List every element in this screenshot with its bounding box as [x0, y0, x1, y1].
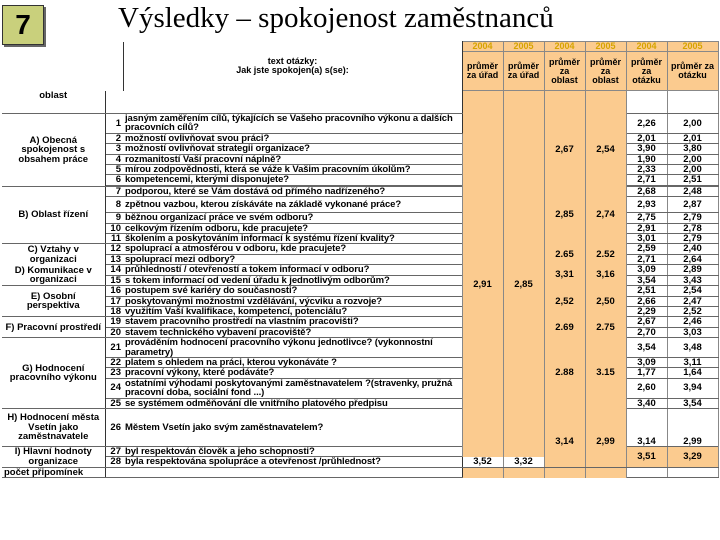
q-text: školením a poskytováním informací k systému řízení kvality? — [123, 234, 462, 244]
q-text: možností ovlivňovat strategii organizace? — [123, 144, 462, 154]
q-text: podporou, které se Vám dostává od přímého nadřízeného? — [123, 186, 462, 196]
q-2005: 2,79 — [667, 213, 718, 223]
q-2005: 2,00 — [667, 165, 718, 175]
q-2004: 2,51 — [626, 286, 667, 296]
area-a-2004: 2,67 — [544, 114, 585, 187]
q-2005: 2,01 — [667, 133, 718, 143]
q-2005: 2,64 — [667, 254, 718, 264]
q-2005: 2,51 — [667, 175, 718, 185]
table-row — [2, 186, 718, 196]
q-2004: 2,01 — [626, 133, 667, 143]
area-c: C) Vztahy v organizaci — [2, 244, 105, 265]
area-b: B) Oblast řízení — [2, 186, 105, 244]
q-text: spoluprací a atmosférou v odboru, kde pracujete? — [123, 244, 462, 254]
comments-count-label: počet připomínek — [2, 467, 105, 477]
q-text: spoluprací mezi odbory? — [123, 254, 462, 264]
q-text: platem s ohledem na práci, kterou vykonáváte ? — [123, 357, 462, 367]
col-year-0: 2004 — [462, 42, 503, 52]
q-number: 25 — [105, 398, 123, 408]
question-header: text otázky: Jak jste spokojen(a) s(se): — [123, 42, 462, 91]
q-2004: 3,01 — [626, 234, 667, 244]
col-label-5: průměr za otázku — [667, 52, 718, 91]
q-text: Městem Vsetín jako svým zaměstnavatelem? — [123, 408, 462, 446]
q-text: využitím Vaší kvalifikace, kompetencí, potenciálu? — [123, 306, 462, 316]
q-number: 15 — [105, 275, 123, 285]
col-label-0: průměr za úřad — [462, 52, 503, 91]
q-2005: 2,00 — [667, 114, 718, 134]
q-text: postupem své kariéry do současnosti? — [123, 286, 462, 296]
area-d-2005: 3,16 — [585, 265, 626, 286]
table-row — [2, 265, 718, 275]
q-number: 16 — [105, 286, 123, 296]
q-number: 11 — [105, 234, 123, 244]
q-2004: 2,93 — [626, 197, 667, 213]
q-2005: 2,89 — [667, 265, 718, 275]
q-2005: 2,87 — [667, 197, 718, 213]
area-h-2005: 2,99 — [585, 408, 626, 446]
q-text: stavem pracovního prostředí na vlastním pracovišti? — [123, 317, 462, 327]
q-text: poskytovanými možnostmi vzdělávání, výcviku a rozvoje? — [123, 296, 462, 306]
area-g-2004: 2.88 — [544, 338, 585, 409]
q-text: možností ovlivňovat svou práci? — [123, 133, 462, 143]
q-text: pracovní výkony, které podáváte? — [123, 368, 462, 378]
q-number: 4 — [105, 154, 123, 164]
table-row — [2, 286, 718, 296]
area-g-2005: 3.15 — [585, 338, 626, 409]
office-2005: 2,85 — [503, 114, 544, 457]
q-text: mírou zodpovědnosti, která se váže k Vašim pracovním úkolům? — [123, 165, 462, 175]
col-year-5: 2005 — [667, 42, 718, 52]
q-2005: 2,79 — [667, 234, 718, 244]
q-number: 21 — [105, 338, 123, 358]
q-number: 22 — [105, 357, 123, 367]
q-2004: 3,40 — [626, 398, 667, 408]
q-2005: 2,99 — [667, 408, 718, 446]
q-2005: 3,32 — [503, 457, 544, 467]
q-number: 26 — [105, 408, 123, 446]
q-2004: 2,71 — [626, 175, 667, 185]
col-label-3: průměr za oblast — [585, 52, 626, 91]
q-number: 13 — [105, 254, 123, 264]
q-number: 5 — [105, 165, 123, 175]
q-2004: 2,26 — [626, 114, 667, 134]
q-2004: 2,67 — [626, 317, 667, 327]
area-c-2004: 2.65 — [544, 244, 585, 265]
q-text: rozmanitostí Vaší pracovní náplně? — [123, 154, 462, 164]
q-number: 10 — [105, 223, 123, 233]
q-number: 24 — [105, 378, 123, 398]
q-text: prováděním hodnocení pracovního výkonu jednotlivce? (vykonnostní parametry) — [123, 338, 462, 358]
q-2004: 1,90 — [626, 154, 667, 164]
col-label-2: průměr za oblast — [544, 52, 585, 91]
q-2004: 2,70 — [626, 327, 667, 337]
q-2004: 2,68 — [626, 186, 667, 196]
q-2004: 3,90 — [626, 144, 667, 154]
q-2004: 1,77 — [626, 368, 667, 378]
col-year-4: 2004 — [626, 42, 667, 52]
q-2005: 2,54 — [667, 286, 718, 296]
area-g: G) Hodnocení pracovního výkonu — [2, 338, 105, 409]
area-c-2005: 2.52 — [585, 244, 626, 265]
area-f: F) Pracovní prostředí — [2, 317, 105, 338]
col-year-1: 2005 — [503, 42, 544, 52]
q-2005: 3,43 — [667, 275, 718, 285]
q-text: se systémem odměňování dle vnitřního platového předpisu — [123, 398, 462, 408]
q-2005: 3,03 — [667, 327, 718, 337]
table-row — [2, 317, 718, 327]
area-e: E) Osobní perspektiva — [2, 286, 105, 317]
area-b-2004: 2,85 — [544, 186, 585, 244]
q-2005: 3,11 — [667, 357, 718, 367]
q-2004: 3,52 — [462, 457, 503, 467]
q-number: 1 — [105, 114, 123, 134]
q-2004: 2,75 — [626, 213, 667, 223]
col-label-4: průměr za otázku — [626, 52, 667, 91]
q-2005: 3,54 — [667, 398, 718, 408]
table-row — [2, 244, 718, 254]
q-number: 27 — [105, 446, 123, 456]
area-d-2004: 3,31 — [544, 265, 585, 286]
q-2005: 2,52 — [667, 306, 718, 316]
q-number: 7 — [105, 186, 123, 196]
q-text: ostatními výhodami poskytovanými zaměstnavatelem ?(stravenky, pružná pracovní doba, sociální fond ...) — [123, 378, 462, 398]
q-2005: 2,48 — [667, 186, 718, 196]
area-f-2004: 2.69 — [544, 317, 585, 338]
q-number: 6 — [105, 175, 123, 185]
q-2005: 2,00 — [667, 154, 718, 164]
q-2004: 2,59 — [626, 244, 667, 254]
q-2005: 2,47 — [667, 296, 718, 306]
area-header: oblast — [2, 91, 105, 114]
area-h-2004: 3,14 — [544, 408, 585, 446]
slide-title: Výsledky – spokojenost zaměstnanců — [118, 2, 554, 34]
q-number: 28 — [105, 457, 123, 467]
area-h: H) Hodnocení města Vsetín jako zaměstnavatele — [2, 408, 105, 446]
table-row — [2, 446, 718, 456]
q-text: průhledností / otevřeností a tokem informací v odboru? — [123, 265, 462, 275]
q-number: 20 — [105, 327, 123, 337]
q-number: 19 — [105, 317, 123, 327]
q-text: běžnou organizací práce ve svém odboru? — [123, 213, 462, 223]
q-2004: 3,09 — [626, 265, 667, 275]
q-number: 2 — [105, 133, 123, 143]
area-d: D) Komunikace v organizaci — [2, 265, 105, 286]
table-row — [2, 114, 718, 134]
q-text: byla respektována spolupráce a otevřenost /průhlednost? — [123, 457, 462, 467]
q-number: 14 — [105, 265, 123, 275]
q-2004: 2,66 — [626, 296, 667, 306]
q-text: celkovým řízením odboru, kde pracujete? — [123, 223, 462, 233]
q-2004: 2,60 — [626, 378, 667, 398]
q-number: 8 — [105, 197, 123, 213]
area-f-2005: 2.75 — [585, 317, 626, 338]
q-2004: 3,14 — [626, 408, 667, 446]
q-2004: 3,09 — [626, 357, 667, 367]
area-a-2005: 2,54 — [585, 114, 626, 187]
area-b-2005: 2,74 — [585, 186, 626, 244]
q-number: 12 — [105, 244, 123, 254]
q-2005: 3,94 — [667, 378, 718, 398]
q-2005: 2,78 — [667, 223, 718, 233]
q-2005: 1,64 — [667, 368, 718, 378]
area-e-2005: 2,50 — [585, 286, 626, 317]
table-row — [2, 338, 718, 358]
q-number: 23 — [105, 368, 123, 378]
office-filler — [544, 446, 585, 467]
q-text: s tokem informací od vedení úřadu k jednotlivým odborům? — [123, 275, 462, 285]
q-number: 3 — [105, 144, 123, 154]
q-2004: 3,54 — [626, 338, 667, 358]
slide-number-badge: 7 — [2, 5, 44, 45]
q-text: zpětnou vazbou, kterou získáváte na základě vykonané práce? — [123, 197, 462, 213]
area-i-2004: 3,51 — [626, 446, 667, 467]
area-a: A) Obecná spokojenost s obsahem práce — [2, 114, 105, 187]
q-2005: 3,80 — [667, 144, 718, 154]
q-2004: 2,71 — [626, 254, 667, 264]
results-table — [2, 41, 719, 478]
q-2005: 3,48 — [667, 338, 718, 358]
area-i-2005: 3,29 — [667, 446, 718, 467]
q-text: byl respektován člověk a jeho schopnosti? — [123, 446, 462, 456]
q-number: 17 — [105, 296, 123, 306]
office-filler — [585, 446, 626, 467]
area-e-2004: 2,52 — [544, 286, 585, 317]
q-number: 9 — [105, 213, 123, 223]
col-year-2: 2004 — [544, 42, 585, 52]
q-text: stavem technického vybavení pracoviště? — [123, 327, 462, 337]
col-year-3: 2005 — [585, 42, 626, 52]
area-i: I) Hlavní hodnoty organizace — [2, 446, 105, 467]
q-2005: 2,46 — [667, 317, 718, 327]
q-2004: 2,29 — [626, 306, 667, 316]
q-text: kompetencemi, kterými disponujete? — [123, 175, 462, 185]
table-row — [2, 408, 718, 446]
q-text: jasným zaměřením cílů, týkajících se Vašeho pracovního výkonu a dalších pracovních cílů? — [123, 114, 462, 134]
q-2005: 2,40 — [667, 244, 718, 254]
q-number: 18 — [105, 306, 123, 316]
q-2004: 2,91 — [626, 223, 667, 233]
office-2004: 2,91 — [462, 114, 503, 457]
q-2004: 2,33 — [626, 165, 667, 175]
q-2004: 3,54 — [626, 275, 667, 285]
col-label-1: průměr za úřad — [503, 52, 544, 91]
